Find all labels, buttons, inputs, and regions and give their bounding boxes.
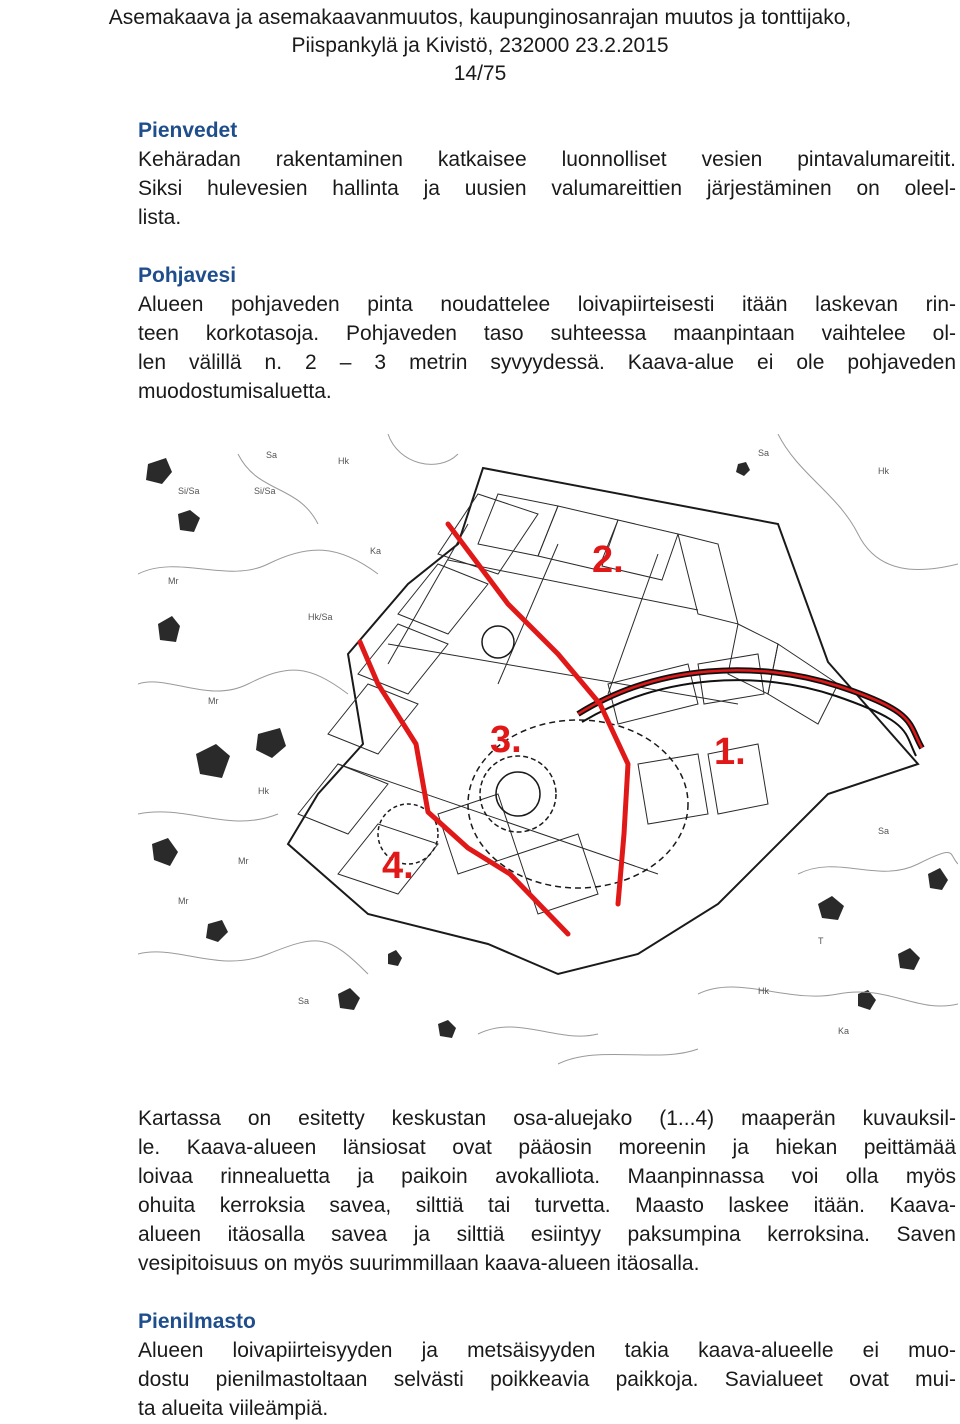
soil-label: Mr — [178, 896, 189, 906]
text-line: Kehäradan rakentaminen katkaisee luonnolliset vesien pintavalumareitit. — [138, 148, 956, 171]
text-line: len välillä n. 2 – 3 metrin syvyydessä. Kaava-alue ei ole pohjaveden — [138, 351, 956, 374]
soil-label: Hk — [338, 456, 349, 466]
text-line: ta alueita viileämpiä. — [138, 1397, 329, 1420]
text-line: Siksi hulevesien hallinta ja uusien valumareittien järjestäminen on oleel- — [138, 177, 956, 200]
paragraph-kartta — [138, 1104, 956, 1278]
heading-pienilmasto: Pienilmasto — [138, 1310, 256, 1333]
text-line: Alueen pohjaveden pinta noudattelee loivapiirteisesti itään laskevan rin- — [138, 293, 956, 316]
document-title-line-1: Asemakaava ja asemakaavanmuutos, kaupunginosanrajan muutos ja tonttijako, — [108, 6, 852, 29]
soil-label: Sa — [298, 996, 310, 1006]
section-pienilmasto — [138, 1307, 956, 1423]
text-line: loivaa rinnealuetta ja paikoin avokalliota. Maanpinnassa voi olla myös — [138, 1165, 956, 1188]
soil-label: Si/Sa — [254, 486, 276, 496]
soil-label: Hk — [758, 986, 769, 996]
soil-label: Mr — [168, 576, 179, 586]
page-number: 14/75 — [453, 62, 507, 85]
area-label: 3. — [490, 719, 522, 761]
text-line: ohuita kerroksia savea, silttiä tai turvetta. Maasto laskee itään. Kaava- — [138, 1194, 956, 1217]
soil-label: Hk — [878, 466, 889, 476]
text-line: dostu pienilmastoltaan selvästi poikkeavia paikkoja. Savialueet ovat mui- — [138, 1368, 956, 1391]
paragraph-pienilmasto — [138, 1336, 956, 1423]
paragraph-pienvedet — [138, 145, 956, 232]
heading-pohjavesi: Pohjavesi — [138, 264, 237, 287]
soil-map — [138, 434, 958, 1074]
area-label: 4. — [382, 845, 414, 887]
section-pohjavesi — [138, 261, 956, 406]
document-title-line-2: Piispankylä ja Kivistö, 232000 23.2.2015 — [291, 34, 669, 57]
soil-label: Si/Sa — [178, 486, 200, 496]
heading-pienvedet: Pienvedet — [138, 119, 238, 142]
soil-label: Ka — [370, 546, 382, 556]
soil-label: Sa — [758, 448, 770, 458]
text-line: alueen itäosalla savea ja silttiä esiintyy paksumpina kerroksina. Saven — [138, 1223, 956, 1246]
soil-label: Mr — [208, 696, 219, 706]
text-line: vesipitoisuus on myös suurimmillaan kaava-alueen itäosalla. — [138, 1252, 700, 1275]
soil-label: Ka — [838, 1026, 850, 1036]
soil-label: Hk — [258, 786, 269, 796]
soil-label: Sa — [266, 450, 278, 460]
text-line: muodostumisaluetta. — [138, 380, 332, 403]
soil-label: Mr — [238, 856, 249, 866]
area-label: 2. — [592, 539, 624, 581]
paragraph-pohjavesi — [138, 290, 956, 406]
section-kartta — [138, 1104, 956, 1278]
soil-map-figure — [138, 434, 958, 1074]
text-line: Alueen loivapiirteisyyden ja metsäisyyden takia kaava-alueelle ei muo- — [138, 1339, 956, 1362]
section-pienvedet — [138, 116, 956, 232]
area-label: 1. — [714, 731, 746, 773]
text-line: lista. — [138, 206, 182, 229]
soil-label: Hk/Sa — [308, 612, 333, 622]
text-line: teen korkotasoja. Pohjaveden taso suhteessa maanpintaan vaihtelee ol- — [138, 322, 956, 345]
text-line: Kartassa on esitetty keskustan osa-aluejako (1...4) maaperän kuvauksil- — [138, 1107, 956, 1130]
soil-label: T — [818, 936, 824, 946]
text-line: le. Kaava-alueen länsiosat ovat pääosin moreenin ja hiekan peittämää — [138, 1136, 956, 1159]
soil-label: Sa — [878, 826, 890, 836]
